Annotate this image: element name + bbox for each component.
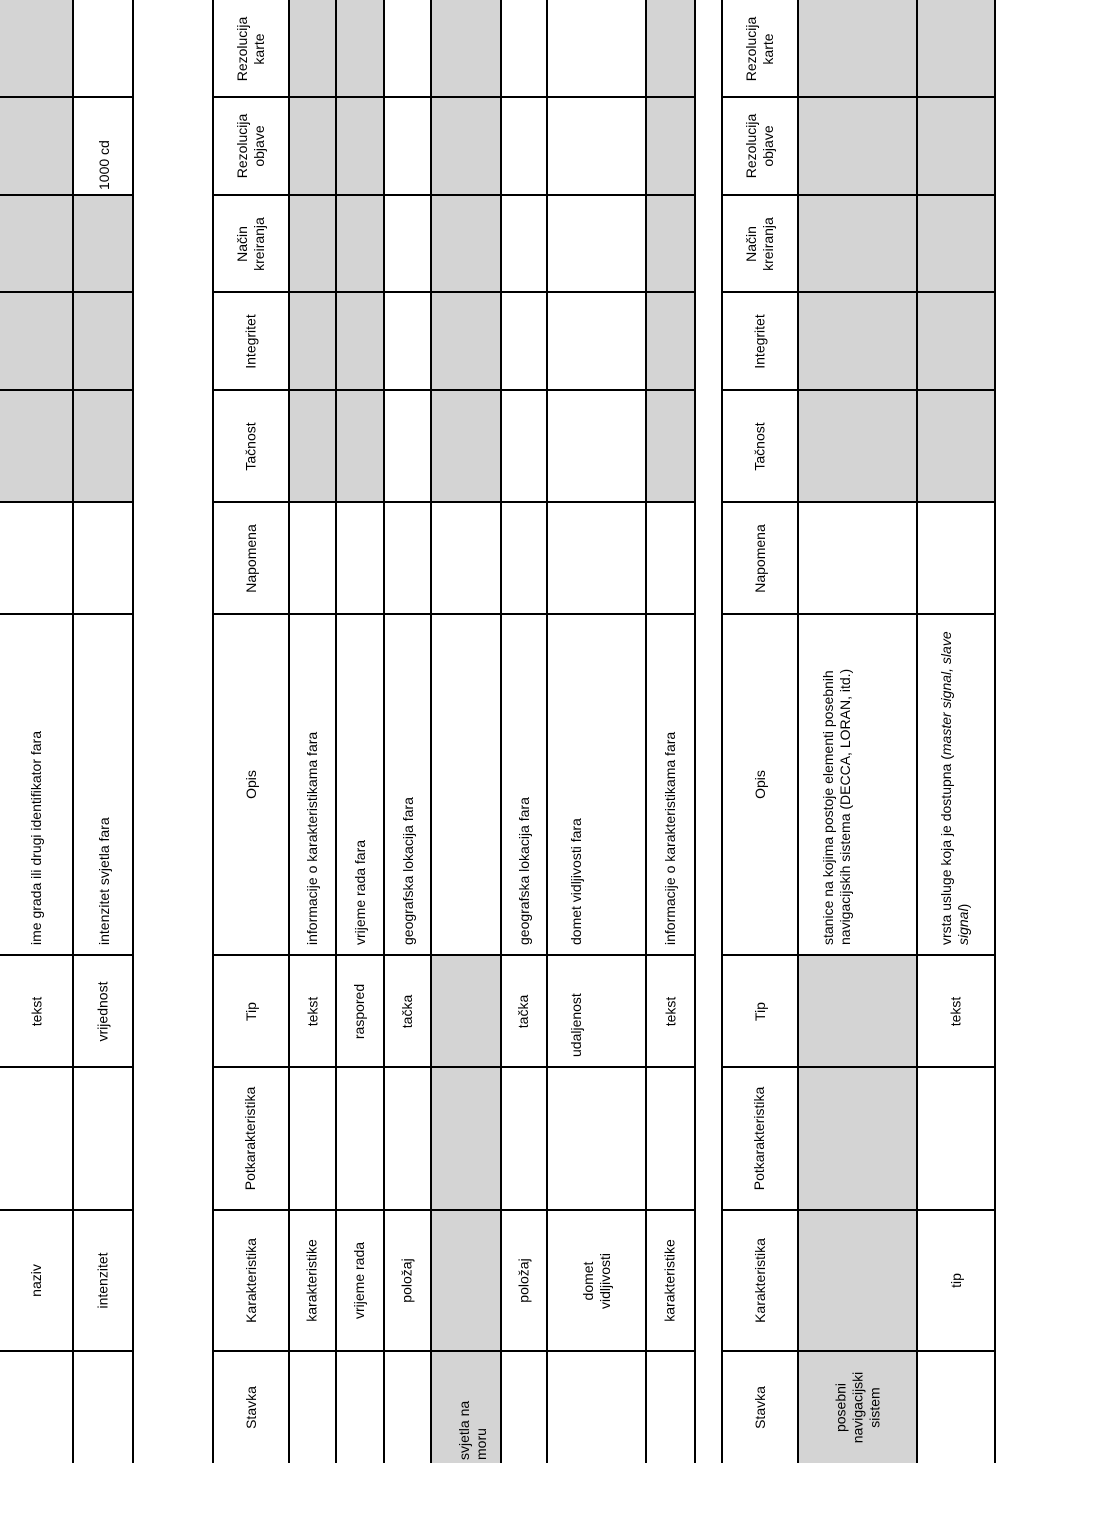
- rotated-table-page: naziv tekst ime grada ili drugi identifikator fara intenzitet vrijednost intenzitet svjetla fara 1000 cd Stavka Karakteristika Potkarakteristika Tip Opis Napomena Tačnost Integritet Način kreiranja Rezolucija objave Rezolucija karte karakteristike tekst informacije o karakteristikama fara vrijeme rada raspored vrijeme rada fara položaj tačka geografska lokacija fara svjetla na moru položaj tačka geografska lokacija fara domet vidljivosti udaljenost domet vidljivosti fara karakteristike tekst informacije o karakteristikama fara Stavka Karakteristika Potkarakteristika Tip Opis Napomena Tačnost Integritet Način kreiranja Rezolucija objave Rezolucija karte posebni navigacijski sistem stanice na kojima postoje elementi posebnih navigacijskih sistema (DECCA, LORAN, itd.) tip tekst vrsta usluge koja je dostupna (master signal, slave signal): [0, 0, 1114, 1514]
- table-3-header-integritet: Integritet: [751, 313, 768, 369]
- table-2-row-3-tip: tačka: [399, 994, 415, 1028]
- table-2-row-2-karakteristika: vrijeme rada: [351, 1241, 368, 1320]
- table-3-header-tacnost: Tačnost: [751, 421, 768, 471]
- table-3-header-stavka: Stavka: [751, 1385, 768, 1429]
- table-3-header-nacin-kreiranja: Način kreiranja: [743, 216, 776, 271]
- table-1-shading: [0, 0, 133, 502]
- table-3-header-potkarakteristika: Potkarakteristika: [751, 1086, 768, 1191]
- table-2-header-nacin-kreiranja: Način kreiranja: [234, 216, 267, 271]
- table-1-row-1-karakteristika: naziv: [28, 1264, 44, 1297]
- table-2-header-stavka: Stavka: [242, 1385, 259, 1429]
- table-3-row-2-opis-main: vrsta usluge koja je dostupna (: [938, 755, 954, 945]
- table-2-row-5-karakteristika: položaj: [515, 1258, 532, 1303]
- table-3-header-napomena: Napomena: [751, 523, 768, 593]
- table-3-row-2-opis-italic: master signal, slave signal: [938, 631, 971, 945]
- table-3-header-rezolucija-karte: Rezolucija karte: [743, 16, 776, 81]
- table-2-row-3-karakteristika: položaj: [399, 1258, 415, 1303]
- table-3-header-tip: Tip: [751, 1001, 768, 1021]
- table-1-row-1-tip: tekst: [27, 996, 44, 1026]
- table-2-header-integritet: Integritet: [242, 313, 259, 369]
- table-2-header-rezolucija-karte: Rezolucija karte: [234, 16, 267, 81]
- table-3-header-rezolucija-objave: Rezolucija objave: [743, 113, 776, 179]
- table-3-row-2-karakteristika: tip: [947, 1273, 964, 1288]
- table-2-header-opis: Opis: [242, 770, 259, 799]
- table-2-row-5-tip: tačka: [515, 994, 532, 1028]
- table-3-header-opis: Opis: [751, 770, 768, 799]
- table-3-row-2-opis-end: ): [955, 903, 971, 909]
- table-2-header-tacnost: Tačnost: [242, 421, 259, 471]
- table-3-row-2-tip: tekst: [947, 996, 964, 1026]
- table-2-row-2-tip: raspored: [351, 983, 368, 1039]
- table-1-row-2-karakteristika: intenzitet: [94, 1252, 111, 1309]
- table-2-row-7-tip: tekst: [661, 996, 678, 1026]
- table-2-header-karakteristika: Karakteristika: [242, 1238, 259, 1323]
- table-2-header-rezolucija-objave: Rezolucija objave: [234, 113, 267, 179]
- table-2-row-1-tip: tekst: [303, 996, 320, 1026]
- table-2-header-tip: Tip: [242, 1001, 259, 1021]
- table-2-row-6-karakteristika: domet vidljivosti: [579, 1252, 613, 1309]
- table-3-row-1-stavka: posebni navigacijski sistem: [832, 1371, 882, 1443]
- table-3-header-karakteristika: Karakteristika: [751, 1238, 768, 1323]
- table-1-row-2-tip: vrijednost: [94, 981, 111, 1041]
- table-2-header-potkarakteristika: Potkarakteristika: [242, 1086, 259, 1191]
- table-2-header-napomena: Napomena: [242, 523, 259, 593]
- table-2-row-7-karakteristika: karakteristike: [662, 1239, 678, 1322]
- table-2-row-1-karakteristika: karakteristike: [304, 1239, 320, 1322]
